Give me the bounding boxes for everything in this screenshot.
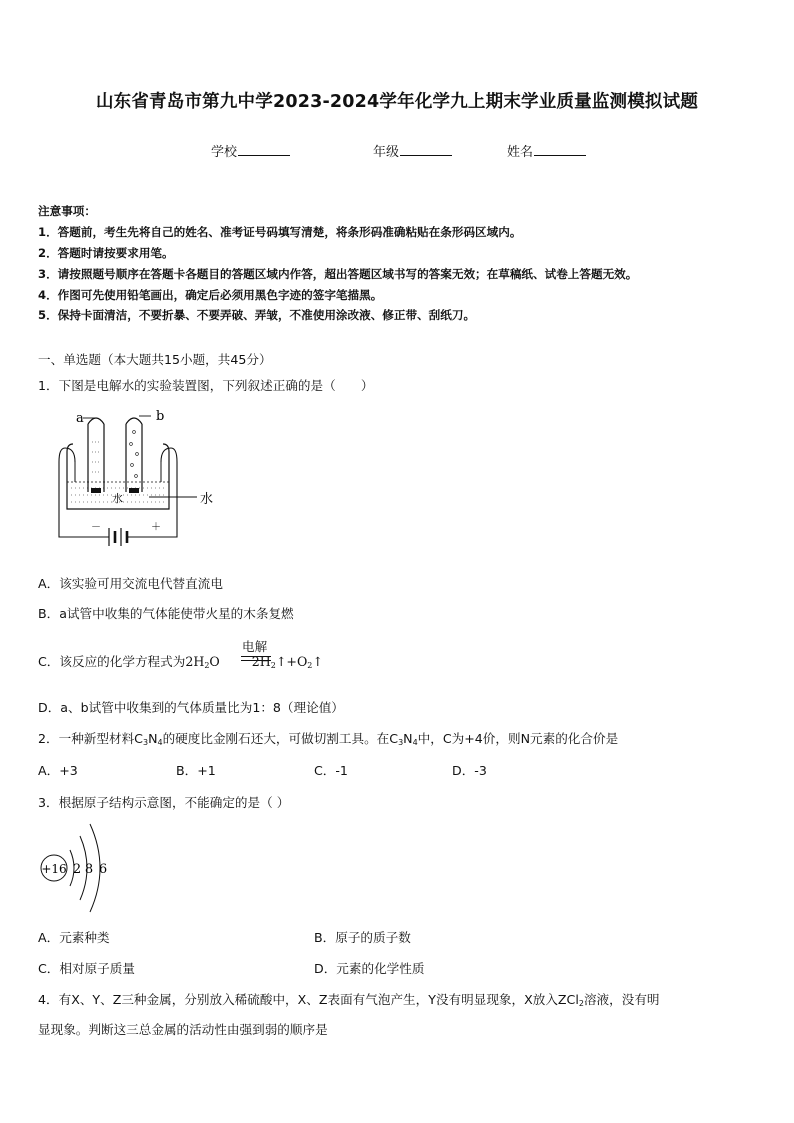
grade-label: 年级 <box>373 145 400 160</box>
question-1-option-c <box>38 651 323 670</box>
tube-a-label: a <box>76 411 84 426</box>
eq-reactant-h: 2H <box>185 654 205 669</box>
question-2-stem <box>38 728 618 747</box>
question-3-option-d: D．元素的化学性质 <box>314 961 425 976</box>
shell-3-electrons: 6 <box>98 862 108 877</box>
shell-2-electrons: 8 <box>84 862 94 877</box>
option-c-text: C．该反应的化学方程式为 <box>38 654 186 669</box>
atomic-structure-diagram <box>36 818 126 918</box>
question-3-option-b: B．原子的质子数 <box>314 930 411 945</box>
question-3-stem: 3．根据原子结构示意图，不能确定的是（ ） <box>38 795 290 810</box>
note-item: 5．保持卡面清洁，不要折暴、不要弄破、弄皱，不准使用涂改液、修正带、刮纸刀。 <box>38 308 476 322</box>
tube-b-label: b <box>156 409 165 424</box>
eq-sub: 2 <box>204 661 210 670</box>
question-4-line-1 <box>38 989 660 1008</box>
equation-condition: 电解 <box>242 639 268 654</box>
nucleus-charge: +16 <box>41 862 67 876</box>
stem-part: 2．一种新型材料C <box>38 731 143 746</box>
grade-blank <box>400 143 452 156</box>
notes-heading: 注意事项： <box>38 204 96 218</box>
question-3-option-a: A．元素种类 <box>38 930 110 945</box>
note-item: 3．请按照题号顺序在答题卡各题目的答题区域内作答，超出答题区域书写的答案无效；在草稿纸、试卷上答题无效。 <box>38 267 638 281</box>
question-1-option-d: D．a、b试管中收集到的气体质量比为1：8（理论值） <box>38 700 344 715</box>
question-1-stem: 1．下图是电解水的实验装置图，下列叙述正确的是（ ） <box>38 378 374 393</box>
school-field <box>211 141 290 160</box>
positive-terminal-label: ＋ <box>151 522 161 533</box>
section-heading: 一、单选题（本大题共15小题，共45分） <box>38 352 272 367</box>
gas-arrow: ↑ <box>312 654 323 669</box>
school-label: 学校 <box>211 145 238 160</box>
stem-sub: 4 <box>157 738 163 747</box>
stem-sub: 4 <box>412 738 418 747</box>
negative-terminal-label: － <box>91 522 101 533</box>
stem-sub: 3 <box>142 738 149 747</box>
name-field <box>507 141 586 160</box>
stem-sub: 2 <box>578 999 584 1008</box>
grade-field <box>373 141 452 160</box>
note-item: 1．答题前，考生先将自己的姓名、准考证号码填写清楚，将条形码准确粘贴在条形码区域内。 <box>38 225 522 239</box>
gas-arrow: ↑ <box>275 654 287 669</box>
note-item: 4．作图可先使用铅笔画出，确定后必须用黑色字迹的签字笔描黑。 <box>38 288 383 302</box>
question-1-option-b: B．a试管中收集的气体能使带火星的木条复燃 <box>38 606 294 621</box>
name-blank <box>534 143 586 156</box>
name-label: 姓名 <box>507 145 534 160</box>
eq-product-o2: +O <box>286 654 308 669</box>
question-4-line-2: 显现象。判断这三总金属的活动性由强到弱的顺序是 <box>38 1022 328 1037</box>
shell-1-electrons: 2 <box>72 862 82 877</box>
eq-sub: 2 <box>307 661 313 670</box>
school-blank <box>238 143 290 156</box>
stem-part: 溶液，没有明 <box>583 992 660 1007</box>
eq-sub: 2 <box>270 661 276 670</box>
eq-reactant-o: O <box>209 654 220 669</box>
question-2-option-d: D．-3 <box>452 763 487 778</box>
question-2-option-b: B．+1 <box>176 763 216 778</box>
stem-part: 中，C为+4价，则N元素的化合价是 <box>417 731 619 746</box>
stem-part: 的硬度比金刚石还大，可做切割工具。在C <box>162 731 399 746</box>
note-item: 2．答题时请按要求用笔。 <box>38 246 174 260</box>
stem-part: 4．有X、Y、Z三种金属，分别放入稀硫酸中，X、Z表面有气泡产生，Y没有明显现象，X放入ZCl <box>38 992 579 1007</box>
page-title: 山东省青岛市第九中学2023-2024学年化学九上期末学业质量监测模拟试题 <box>95 92 699 112</box>
question-1-option-a: A．该实验可用交流电代替直流电 <box>38 576 223 591</box>
water-label: 水 <box>200 492 214 507</box>
inner-water-label: 水 <box>112 492 123 505</box>
equation-double-line <box>241 656 271 661</box>
stem-part: N <box>403 731 413 746</box>
question-3-option-c: C．相对原子质量 <box>38 961 135 976</box>
stem-part: N <box>148 731 158 746</box>
question-2-option-a: A．+3 <box>38 763 78 778</box>
electrolysis-apparatus-diagram <box>55 402 235 557</box>
stem-sub: 3 <box>398 738 404 747</box>
eq-product-h2: 2H <box>251 654 271 669</box>
question-2-option-c: C．-1 <box>314 763 348 778</box>
